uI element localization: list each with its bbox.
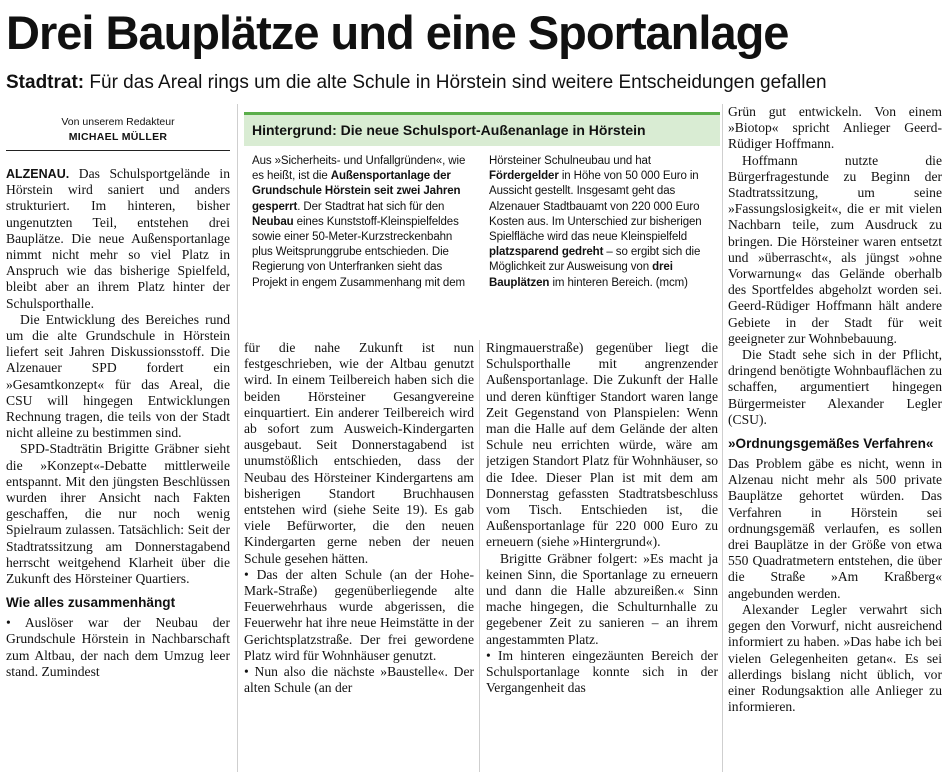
infobox-column-2: Hörsteiner Schulneubau und hat Fördergelder in Höhe von 50 000 Euro in Aussicht gestellt. Insgesamt geht das Alzenauer Stadtbauamt von 220 000 Euro Kosten aus. Im Unterschied zur bisherigen Spielfläche wird das neue Kleinspielfeld platzsparend gedreht – so ergibt sich die Möglichkeit zur Ausweisung von drei Bauplätzen im hinteren Bereich. (mcm)	[489, 155, 702, 289]
paragraph: Alexander Legler verwahrt sich gegen den Vorwurf, nicht ausreichend informiert zu haben. »Das habe ich bei vielen Gelegenheiten getan«. Es sei allerdings bislang nicht üblich, vor einer Rodungsaktion alle Anlieger zu informieren.	[728, 601, 942, 715]
article-column-4	[728, 104, 942, 772]
paragraph: • Das der alten Schule (an der Hohe-Mark-Straße) gegenüberliegende alte Feuerwehrhaus wurde abgerissen, die Feuerwehr hat ihre neue Heimstätte in der Gerichtsplatzstraße. Der frei gewordene Platz wird für Wohnhäuser genutzt.	[244, 566, 474, 663]
subheadline-text: Für das Areal rings um die alte Schule in Hörstein sind weitere Entscheidungen gefallen	[84, 72, 827, 93]
paragraph: • Im hinteren eingezäunten Bereich der Schulsportanlage konnte sich in der Vergangenheit das	[486, 647, 718, 696]
paragraph: • Auslöser war der Neubau der Grundschule Hörstein in Nachbarschaft zum Altbau, der nach dem Umzug leer stand. Zumindest	[6, 615, 230, 679]
paragraph: Das Problem gäbe es nicht, wenn in Alzenau nicht mehr als 500 private Bauplätze gehortet würden. Das Verfahren in Hörstein sei ordnungsgemäß verlaufen, es sollen drei Bauplätze in der Größe von etwa 550 Quadratmetern entstehen, die über die Straße »Am Kraßberg« angebunden werden.	[728, 456, 942, 601]
paragraph: Die Entwicklung des Bereiches rund um die alte Grundschule in Hörstein liefert seit Jahren Diskussionsstoff. Die Alzenauer SPD fordert ein »Gesamtkonzept« für das Areal, die CSU will hingegen Entwicklungen Rechnung tragen, die teils von der Stadt nicht alleine zu bestimmen sind.	[6, 311, 230, 441]
subheadline	[6, 70, 942, 96]
paragraph: Hoffmann nutzte die Bürgerfragestunde zu Beginn der Stadtratssitzung, um seine »Fassungslosigkeit«, die er mit vielen Nachbarn teile, zum Ausdruck zu bringen. Die Hörsteiner waren entsetzt und »überrascht«, als jüngst »ohne Vorwarnung« das Gelände oberhalb des Sportfeldes abgeholzt worden sei. Geerd-Rüdiger Hoffmann hält andere Gebiete in der Stadt für weit geeigneter zur Wohnbebauung.	[728, 152, 942, 346]
paragraph: für die nahe Zukunft ist nun festgeschrieben, wie der Altbau genutzt wird. In einem Teilbereich haben sich die beiden Hörsteiner Gesangvereine einquartiert. Ein anderer Teilbereich wird ab sofort zum Ausweich-Kindergarten ausgebaut. Seit Donnerstagabend ist unumstößlich entschieden, dass der Neubau des Hörsteiner Kindergartens am bisherigen Standort Bruchhausen entstehen wird (siehe Seite 19). Es gab viele Befürworter, die den neuen Kindergarten gerne neben der neuen Schule gesehen hätten.	[244, 340, 474, 566]
paragraph: Ringmauerstraße) gegenüber liegt die Schulsporthalle mit angrenzender Außensportanlage. Die Zukunft der Halle und deren künftiger Standort waren lange Zeit Gegenstand von Planspielen: Wenn man die Halle auf dem Gelände der alten Schule neu errichten würde, wäre am jetzigen Standort Platz für Wohnhäuser, so die Idee. Dieser Plan ist mit dem am Donnerstag gefassten Stadtratsbeschluss vom Tisch. Entschieden ist, die Außensportanlage für 220 000 Euro zu erneuern (siehe »Hintergrund«).	[486, 340, 718, 550]
column-rule	[479, 340, 480, 772]
paragraph: SPD-Stadträtin Brigitte Gräbner sieht die »Konzept«-Debatte mittlerweile entspannt. Mit den jüngsten Beschlüssen wurden ihrer Ansicht nach Fakten geschaffen, die nur noch wenig Spielraum zulassen. Tatsächlich: Seit der Stadtratssitzung am Donnerstagabend herrscht weitgehend Klarheit über die Zukunft des Hörsteiner Quartiers.	[6, 441, 230, 587]
byline	[6, 115, 230, 151]
byline-role: Von unserem Redakteur	[61, 116, 175, 128]
column-rule	[237, 104, 238, 772]
paragraph: • Nun also die nächste »Baustelle«. Der alten Schule (an der	[244, 664, 474, 696]
article-column-2	[244, 340, 474, 772]
section-heading: »Ordnungsgemäßes Verfahren«	[728, 436, 934, 452]
article-column-3	[486, 340, 718, 772]
byline-author: MICHAEL MÜLLER	[68, 131, 168, 143]
background-infobox	[244, 112, 720, 334]
infobox-title: Hintergrund: Die neue Schulsport-Außenanlage in Hörstein	[244, 112, 720, 146]
infobox-column-1: Aus »Sicherheits- und Unfallgründen«, wie es heißt, ist die Außensportanlage der Grundschule Hörstein seit zwei Jahren gesperrt. Der Stadtrat hat sich für den Neubau eines Kunststoff-Kleinspielfeldes sowie einer 50-Meter-Kurzstreckenbahn plus Weitsprunggrube entschieden. Die Regierung von Unterfranken sieht das Projekt in engem Zusammenhang mit dem	[252, 155, 466, 289]
headline: Drei Bauplätze und eine Sportanlage	[6, 6, 789, 59]
paragraph: Die Stadt sehe sich in der Pflicht, dringend benötigte Wohnbauflächen zu schaffen, argumentiert hingegen Bürgermeister Alexander Legler (CSU).	[728, 347, 942, 427]
paragraph: Brigitte Gräbner folgert: »Es macht ja keinen Sinn, die Sportanlage zu erneuern und dann die Halle abzureißen.« Sinn mache hingegen, die Schulturnhalle zu gegebener Zeit zu sanieren – an ihrem angestammten Platz.	[486, 550, 718, 647]
paragraph: ALZENAU. Das Schulsportgelände in Hörstein wird saniert und anders strukturiert. Im hinteren, bisher ungenutzten Teil, entstehen drei Bauplätze. Die neue Außensportanlage nimmt nicht mehr so viel Platz in Anspruch wie das bisherige Spielfeld, bleibt aber an ihrem Platz hinter der Schulsporthalle.	[6, 166, 230, 311]
paragraph: Grün gut entwickeln. Von einem »Biotop« spricht Anlieger Geerd-Rüdiger Hoffmann.	[728, 104, 942, 152]
subheadline-label: Stadtrat:	[6, 72, 85, 93]
column-rule	[722, 104, 723, 772]
article-column-1	[6, 166, 230, 772]
section-heading: Wie alles zusammenhängt	[6, 595, 176, 611]
